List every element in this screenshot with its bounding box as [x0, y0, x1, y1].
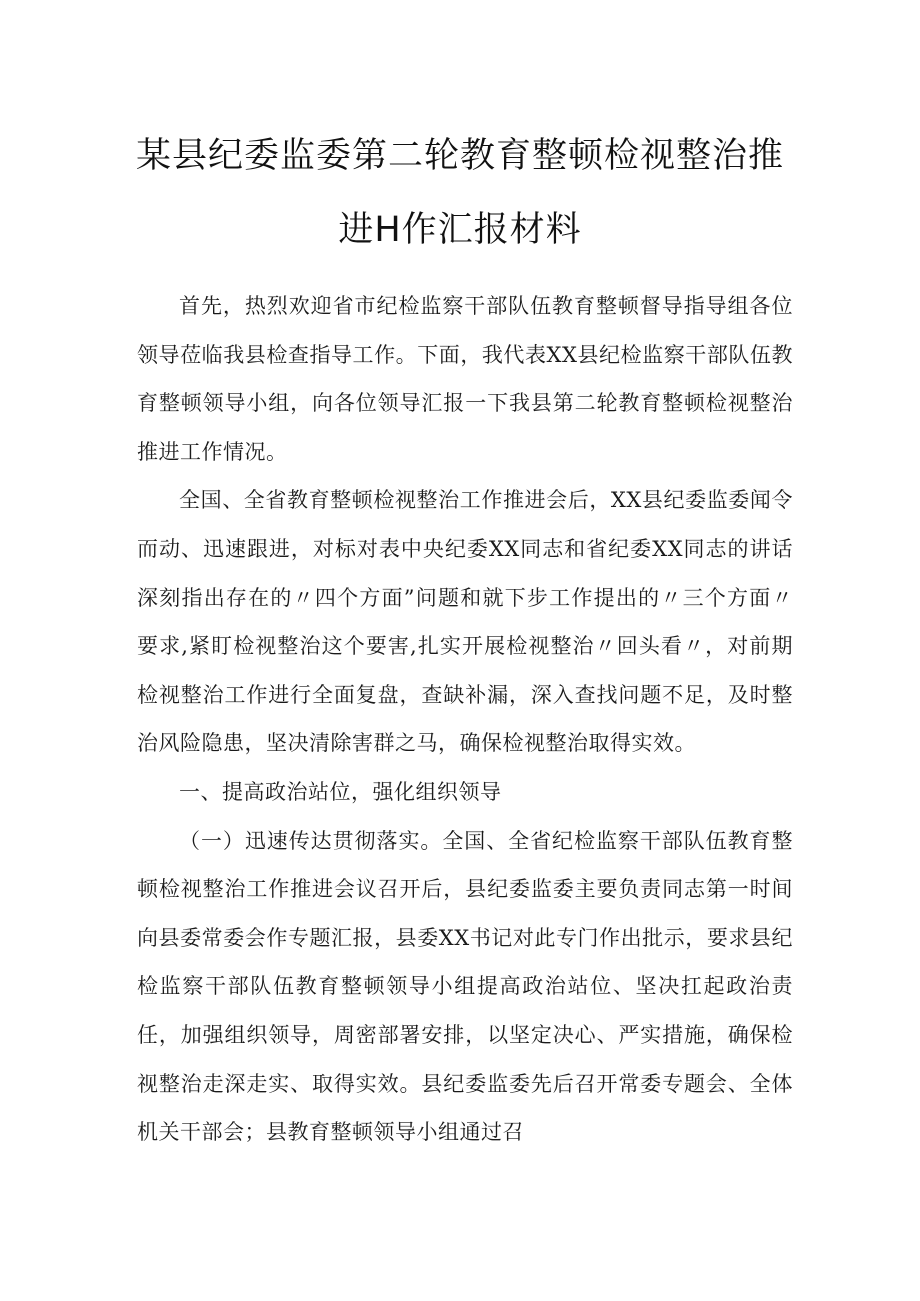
background-paragraph: 全国、全省教育整顿检视整治工作推进会后，XX县纪委监委闻令而动、迅速跟进，对标对表中央纪委XX同志和省纪委XX同志的讲话深刻指出存在的〃四个方面”问题和就下步工作提出的〃三个方面〃要求,紧盯检视整治这个要害,扎实开展检视整治〃回头看〃，对前期检视整治工作进行全面复盘，查缺补漏，深入查找问题不足，及时整治风险隐患，坚决清除害群之马，确保检视整治取得实效。: [137, 488, 793, 756]
document-body: [137, 282, 793, 1157]
document-title-line-2: 进H作汇报材料: [338, 210, 582, 250]
section-paragraph: （一）迅速传达贯彻落实。全国、全省纪检监察干部队伍教育整顿检视整治工作推进会议召开后，县纪委监委主要负责同志第一时间向县委常委会作专题汇报，县委XX书记对此专门作出批示，要求县纪检监察干部队伍教育整顿领导小组提高政治站位、坚决扛起政治责任，加强组织领导，周密部署安排，以坚定决心、严实措施，确保检视整治走深走实、取得实效。县纪委监委先后召开常委专题会、全体机关干部会；县教育整顿领导小组通过召: [137, 828, 793, 1145]
intro-paragraph: 首先，热烈欢迎省市纪检监察干部队伍教育整顿督导指导组各位领导莅临我县检查指导工作。下面，我代表XX县纪检监察干部队伍教育整顿领导小组，向各位领导汇报一下我县第二轮教育整顿检视整治推进工作情况。: [137, 294, 793, 464]
section-heading: 一、提高政治站位，强化组织领导: [179, 779, 502, 804]
document-title-line-1: 某县纪委监委第二轮教育整顿检视整治推: [135, 136, 784, 176]
